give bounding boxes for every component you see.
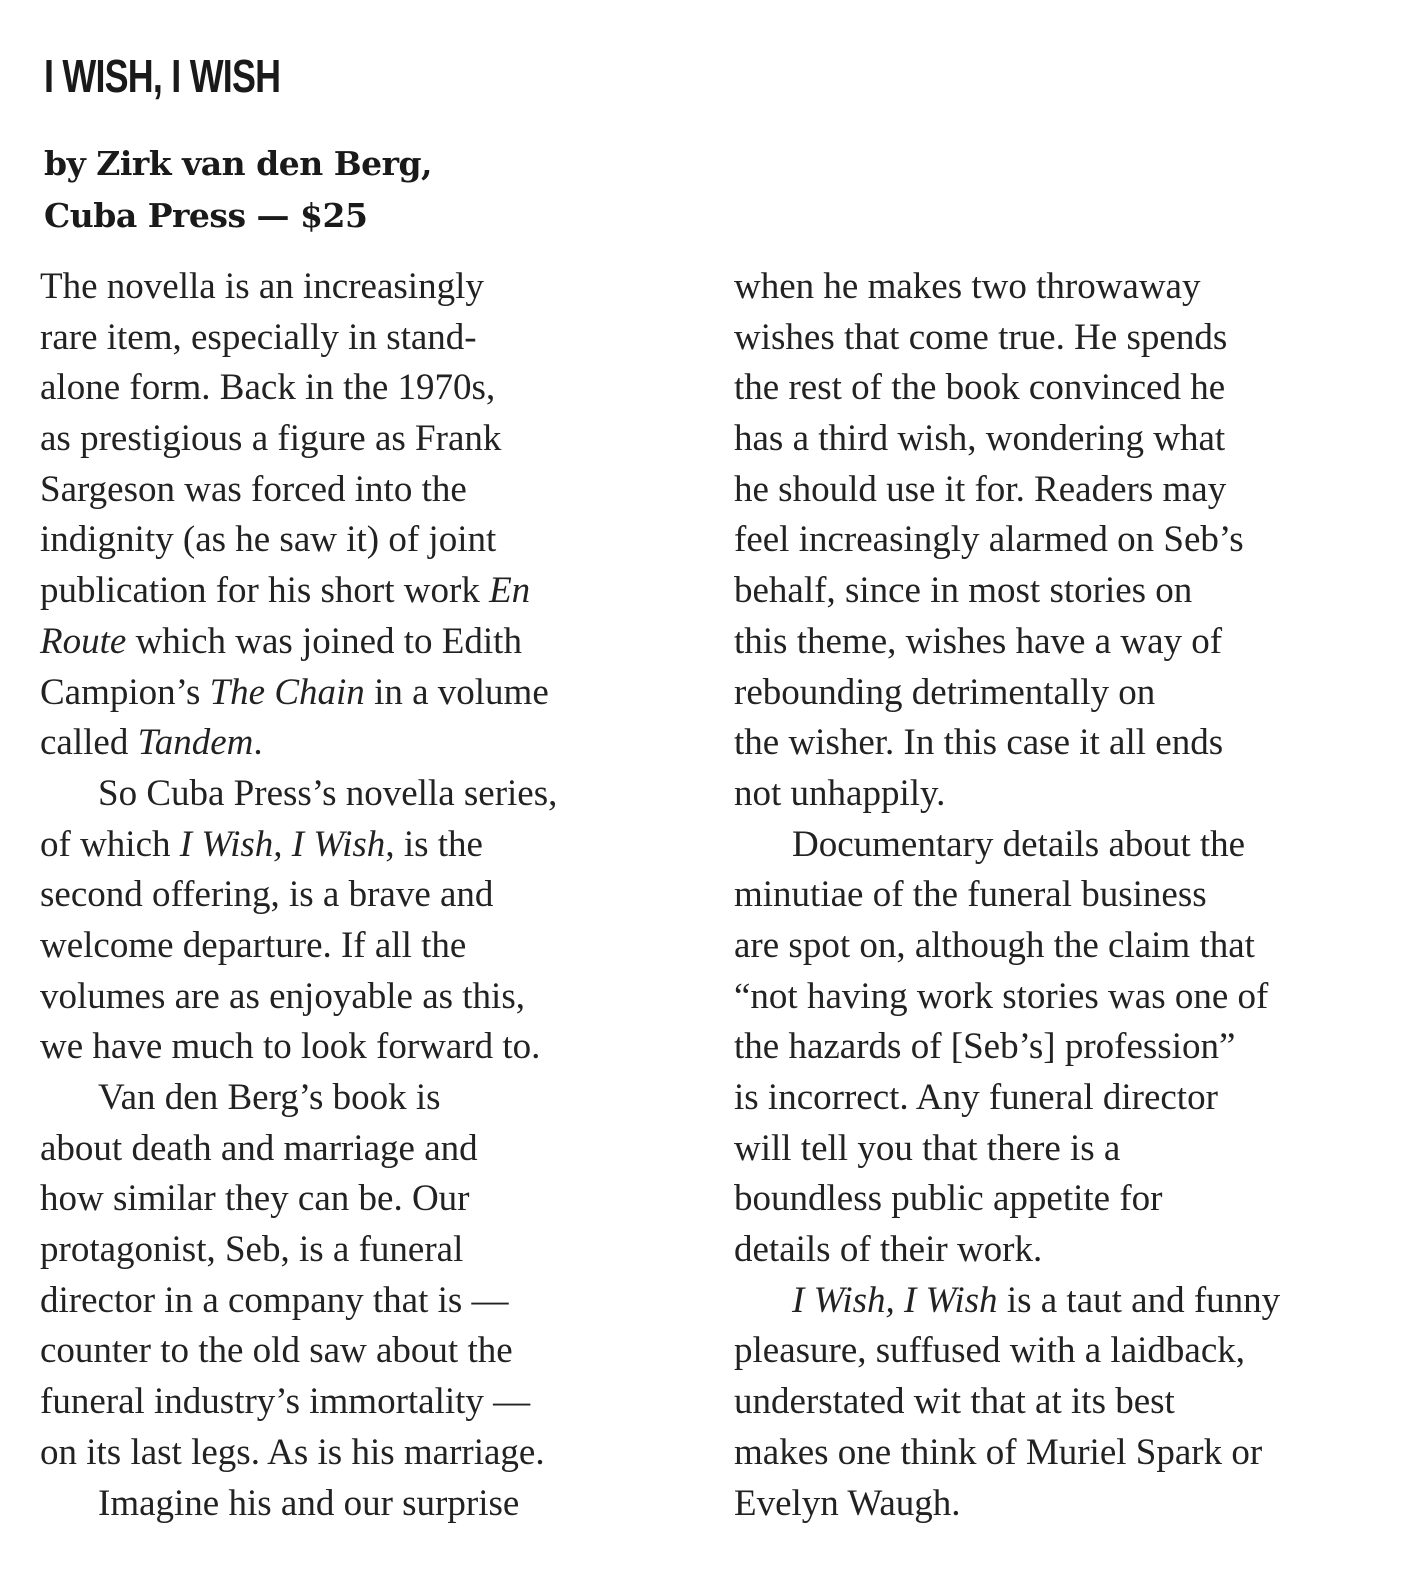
text-line bbox=[40, 668, 660, 719]
text-segment: has a third wish, wondering what bbox=[734, 418, 1226, 460]
text-line bbox=[40, 1377, 660, 1428]
byline-author: by Zirk van den Berg, bbox=[44, 144, 433, 183]
text-segment: second offering, is a brave and bbox=[40, 874, 494, 916]
text-line bbox=[40, 972, 660, 1023]
text-segment: Campion’s bbox=[40, 671, 210, 713]
text-segment: of which bbox=[40, 823, 180, 865]
text-segment: indignity (as he saw it) of joint bbox=[40, 519, 497, 561]
text-line bbox=[40, 1428, 660, 1479]
text-segment: The novella is an increasingly bbox=[40, 266, 484, 307]
text-segment: details of their work. bbox=[734, 1229, 1043, 1271]
text-line bbox=[734, 1428, 1394, 1479]
text-segment: he should use it for. Readers may bbox=[734, 468, 1227, 510]
text-segment: as prestigious a figure as Frank bbox=[40, 418, 502, 460]
text-segment: the rest of the book convinced he bbox=[734, 367, 1226, 409]
text-line bbox=[734, 363, 1394, 414]
text-segment: publication for his short work bbox=[40, 570, 490, 612]
text-segment: “not having work stories was one of bbox=[734, 975, 1269, 1017]
text-line bbox=[734, 1225, 1394, 1276]
text-segment: . bbox=[253, 722, 263, 764]
text-line bbox=[734, 1124, 1394, 1175]
text-line bbox=[40, 617, 660, 668]
text-segment: will tell you that there is a bbox=[734, 1127, 1121, 1169]
text-segment: alone form. Back in the 1970s, bbox=[40, 367, 496, 409]
text-line bbox=[40, 1326, 660, 1377]
text-segment: funeral industry’s immortality — bbox=[40, 1381, 531, 1423]
text-line bbox=[40, 313, 660, 364]
byline bbox=[44, 138, 432, 242]
text-segment: , is the bbox=[385, 823, 483, 865]
text-line bbox=[40, 1022, 660, 1073]
right-column bbox=[734, 262, 1394, 1529]
text-segment: when he makes two throwaway bbox=[734, 266, 1201, 307]
text-line bbox=[40, 769, 660, 820]
text-segment: about death and marriage and bbox=[40, 1127, 478, 1169]
text-segment: called bbox=[40, 722, 138, 764]
text-line bbox=[40, 1174, 660, 1225]
text-line bbox=[734, 1073, 1394, 1124]
text-line bbox=[40, 718, 660, 769]
text-segment: in a volume bbox=[364, 671, 549, 713]
text-segment: how similar they can be. Our bbox=[40, 1178, 470, 1220]
text-line bbox=[40, 363, 660, 414]
text-line bbox=[40, 820, 660, 871]
text-segment: we have much to look forward to. bbox=[40, 1026, 541, 1068]
text-segment: the hazards of [Seb’s] profession” bbox=[734, 1026, 1236, 1068]
text-line bbox=[734, 1479, 1394, 1530]
text-line bbox=[734, 921, 1394, 972]
text-line bbox=[734, 465, 1394, 516]
italic-title: En bbox=[489, 570, 531, 612]
text-segment: Imagine his and our surprise bbox=[98, 1482, 520, 1524]
text-line bbox=[734, 1174, 1394, 1225]
text-line bbox=[734, 1022, 1394, 1073]
text-line bbox=[734, 566, 1394, 617]
review-headline: I WISH, I WISH bbox=[44, 50, 281, 102]
text-line bbox=[40, 262, 660, 313]
text-segment: behalf, since in most stories on bbox=[734, 570, 1193, 612]
text-segment: rare item, especially in stand- bbox=[40, 316, 477, 358]
text-segment: Evelyn Waugh. bbox=[734, 1482, 961, 1524]
text-line bbox=[40, 566, 660, 617]
left-column bbox=[40, 262, 660, 1529]
text-line bbox=[40, 1479, 660, 1530]
text-segment: rebounding detrimentally on bbox=[734, 671, 1156, 713]
text-segment: the wisher. In this case it all ends bbox=[734, 722, 1224, 764]
text-line bbox=[40, 1276, 660, 1327]
italic-title: Route bbox=[40, 620, 127, 662]
text-segment: counter to the old saw about the bbox=[40, 1330, 513, 1372]
text-segment: understated wit that at its best bbox=[734, 1381, 1175, 1423]
text-line bbox=[734, 972, 1394, 1023]
text-segment: is a taut and funny bbox=[997, 1279, 1281, 1321]
text-line bbox=[734, 515, 1394, 566]
text-line bbox=[734, 262, 1394, 313]
text-line bbox=[734, 1276, 1394, 1327]
text-segment: which was joined to Edith bbox=[126, 620, 522, 662]
text-line bbox=[734, 718, 1394, 769]
italic-title: Tandem bbox=[137, 722, 254, 764]
text-line bbox=[40, 921, 660, 972]
text-line bbox=[40, 870, 660, 921]
text-segment: on its last legs. As is his marriage. bbox=[40, 1431, 545, 1473]
text-segment: boundless public appetite for bbox=[734, 1178, 1163, 1220]
text-segment: So Cuba Press’s novella series, bbox=[98, 772, 558, 814]
text-segment: is incorrect. Any funeral director bbox=[734, 1077, 1218, 1118]
text-line bbox=[734, 313, 1394, 364]
text-segment: makes one think of Muriel Spark or bbox=[734, 1431, 1263, 1473]
text-segment: Van den Berg’s book is bbox=[98, 1077, 441, 1118]
text-segment: protagonist, Seb, is a funeral bbox=[40, 1229, 464, 1271]
text-line bbox=[734, 1326, 1394, 1377]
italic-title: I Wish, I Wish bbox=[179, 823, 386, 865]
text-segment: are spot on, although the claim that bbox=[734, 924, 1255, 966]
italic-title: The Chain bbox=[209, 671, 365, 713]
text-line bbox=[734, 1377, 1394, 1428]
text-line bbox=[40, 515, 660, 566]
text-line bbox=[734, 617, 1394, 668]
byline-publisher-price: Cuba Press — $25 bbox=[44, 196, 368, 235]
text-segment: director in a company that is — bbox=[40, 1279, 509, 1321]
text-line bbox=[40, 1124, 660, 1175]
text-segment: minutiae of the funeral business bbox=[734, 874, 1207, 916]
text-line bbox=[734, 820, 1394, 871]
text-segment: pleasure, suffused with a laidback, bbox=[734, 1330, 1245, 1372]
text-line bbox=[40, 1073, 660, 1124]
text-segment: volumes are as enjoyable as this, bbox=[40, 975, 525, 1017]
text-line bbox=[40, 1225, 660, 1276]
text-line bbox=[40, 465, 660, 516]
text-line bbox=[734, 870, 1394, 921]
text-segment: not unhappily. bbox=[734, 772, 946, 814]
text-line bbox=[734, 668, 1394, 719]
text-segment: Sargeson was forced into the bbox=[40, 468, 467, 510]
text-segment: this theme, wishes have a way of bbox=[734, 620, 1223, 662]
text-segment: wishes that come true. He spends bbox=[734, 316, 1228, 358]
text-segment: welcome departure. If all the bbox=[40, 924, 467, 966]
text-line bbox=[734, 769, 1394, 820]
italic-title: I Wish, I Wish bbox=[792, 1279, 998, 1321]
text-line bbox=[40, 414, 660, 465]
text-segment: feel increasingly alarmed on Seb’s bbox=[734, 519, 1244, 561]
text-segment: Documentary details about the bbox=[792, 823, 1246, 865]
text-line bbox=[734, 414, 1394, 465]
